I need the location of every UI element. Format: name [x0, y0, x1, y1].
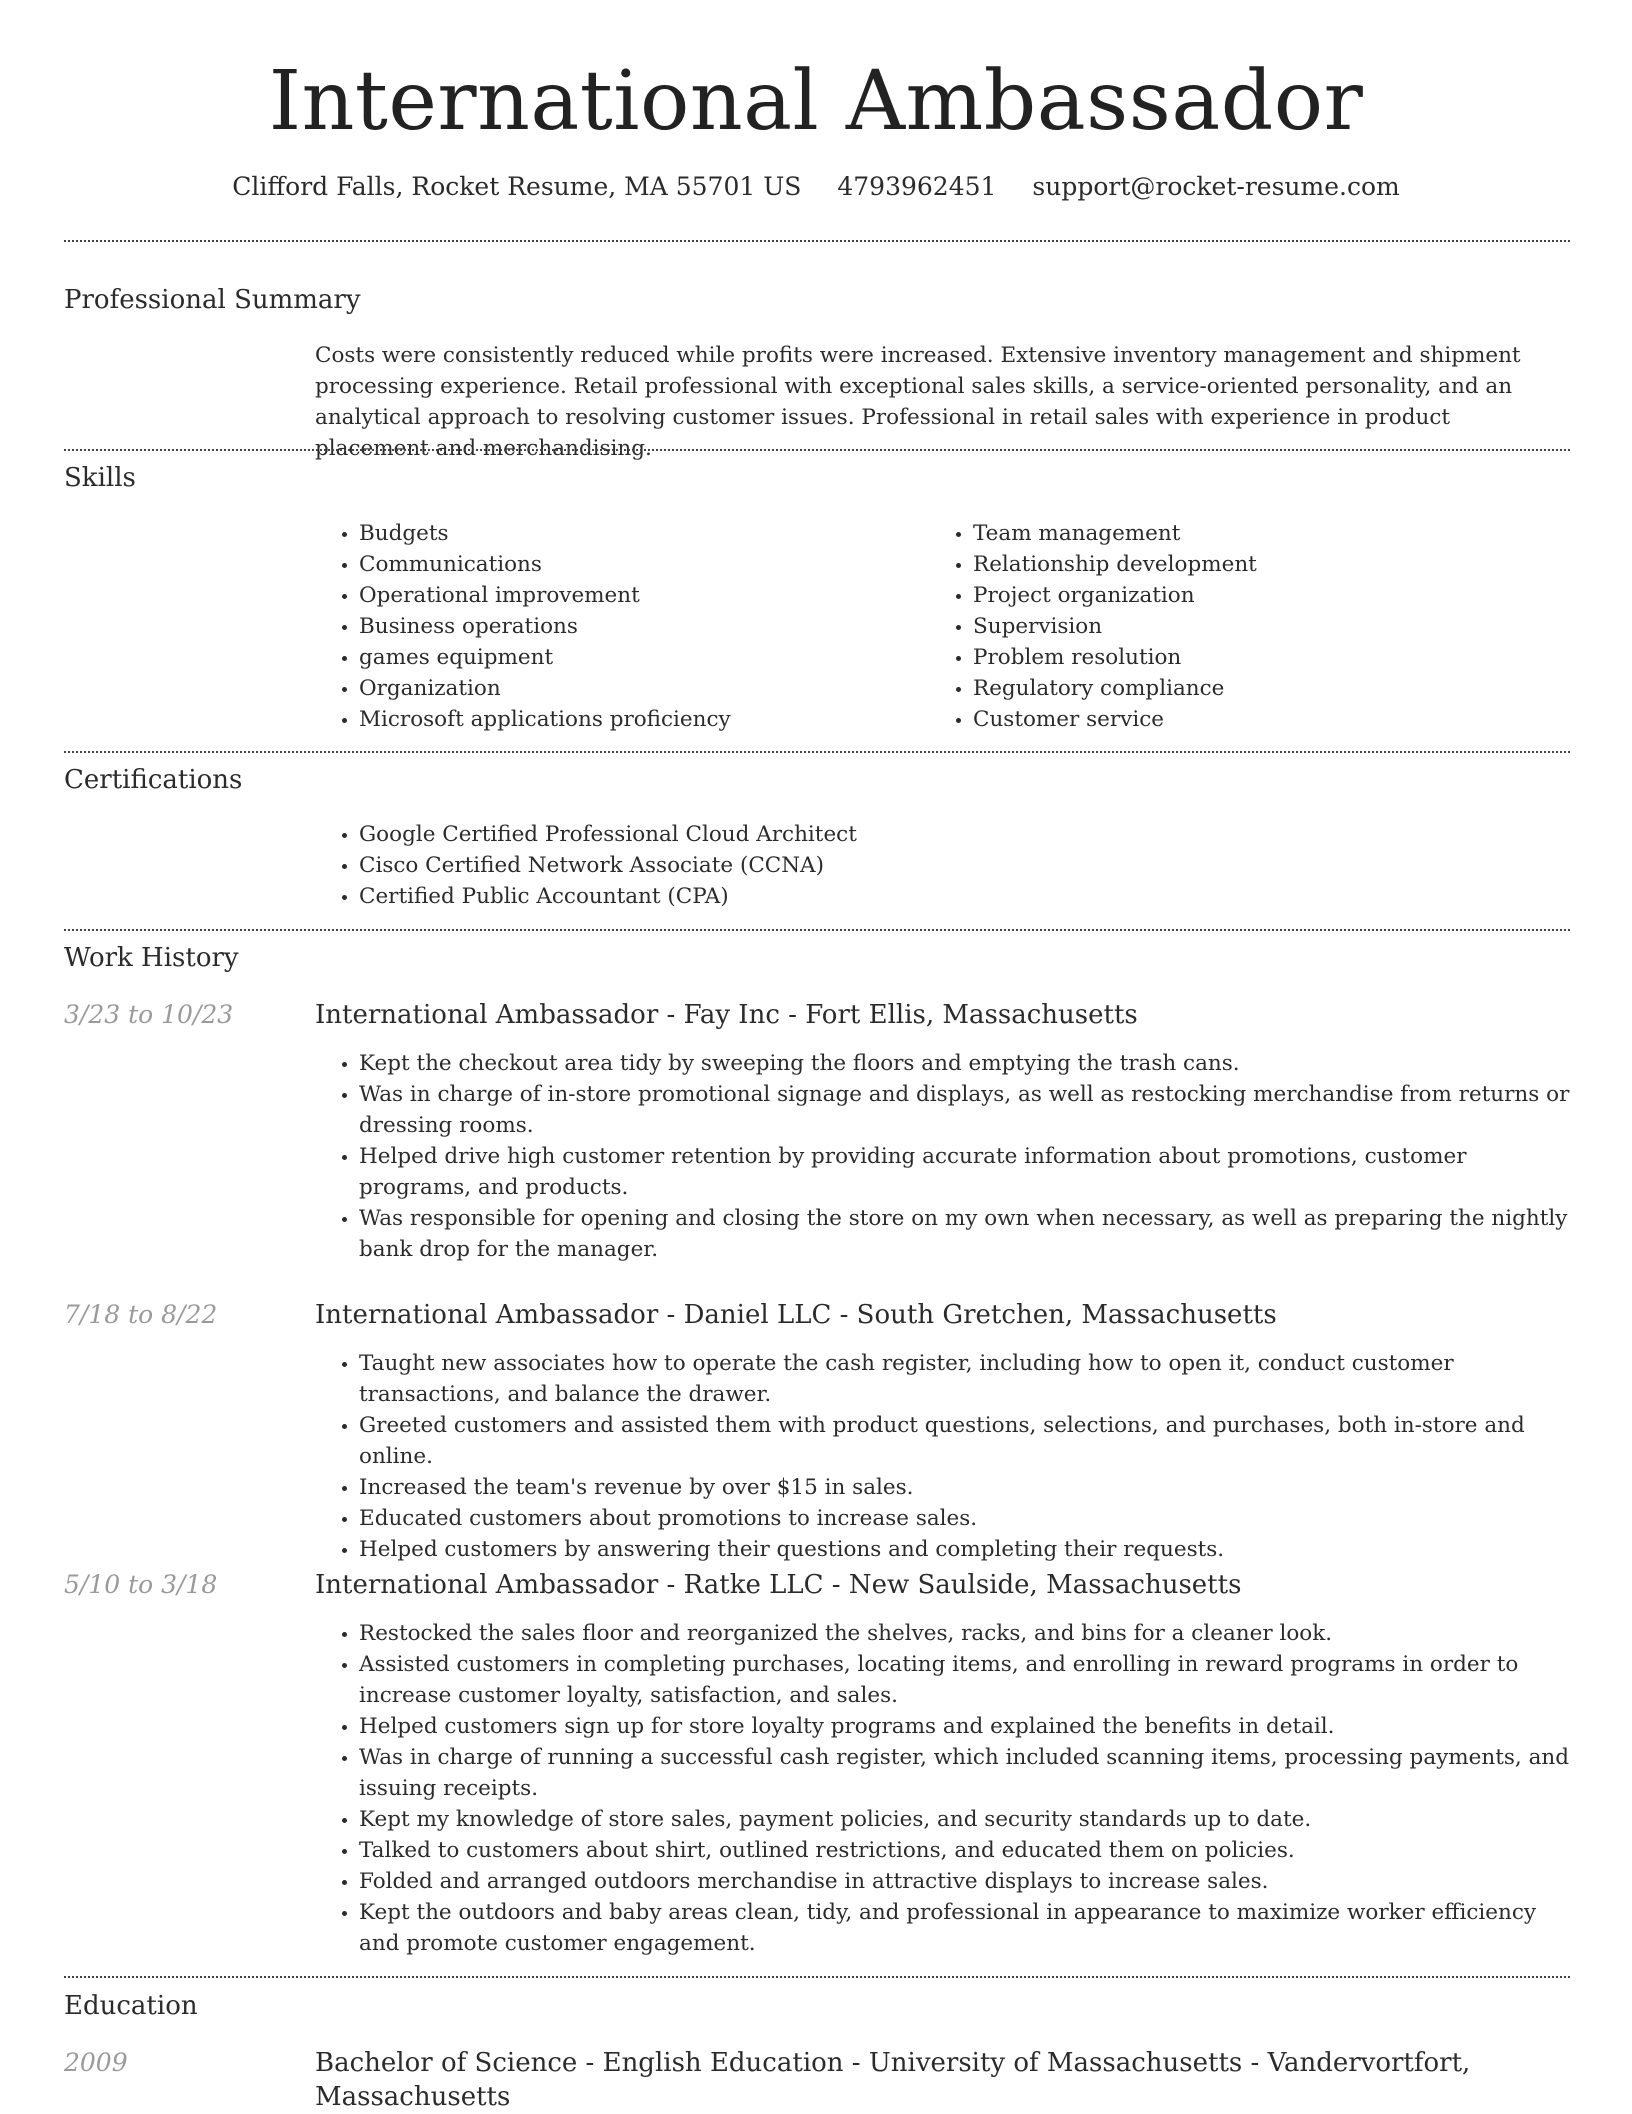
job-bullet: • Helped customers by answering their questions and completing their requests. [359, 1534, 1570, 1565]
section-divider [64, 240, 1570, 242]
certification-item: • Certified Public Accountant (CPA) [359, 881, 1570, 912]
job-bullet: • Helped drive high customer retention by providing accurate information about promotions, customer programs, and products. [359, 1141, 1570, 1203]
skill-item: • Problem resolution [973, 642, 1569, 673]
job-bullet: • Kept the checkout area tidy by sweeping the floors and emptying the trash cans. [359, 1048, 1570, 1079]
summary-heading: Professional Summary [64, 285, 361, 315]
section-divider [64, 1976, 1570, 1978]
job-bullet: • Greeted customers and assisted them with product questions, selections, and purchases, both in-store and online. [359, 1410, 1570, 1472]
summary-text: Costs were consistently reduced while profits were increased. Extensive inventory management and shipment processing experience. Retail professional with exceptional sales skills, a service-oriented personality, and an analytical approach to resolving customer issues. Professional in retail sales with experience in product placement and merchandising. [315, 343, 1521, 461]
resume-title: International Ambassador [268, 54, 1364, 149]
summary-body [315, 340, 1570, 464]
job-bullet: • Kept the outdoors and baby areas clean, tidy, and professional in appearance to maximize worker efficiency and promote customer engagement. [359, 1897, 1570, 1959]
skill-item: • Organization [359, 673, 915, 704]
job-bullets [315, 1048, 1570, 1265]
job-bullet: • Educated customers about promotions to increase sales. [359, 1503, 1570, 1534]
job-bullets [315, 1348, 1570, 1565]
job-bullet: • Talked to customers about shirt, outlined restrictions, and educated them on policies. [359, 1835, 1570, 1866]
contact-email: support@rocket-resume.com [1032, 172, 1400, 201]
certification-item: • Google Certified Professional Cloud Architect [359, 819, 1570, 850]
job-title: International Ambassador - Fay Inc - Fort Ellis, Massachusetts [315, 1000, 1138, 1030]
skill-item: • Business operations [359, 611, 915, 642]
job-bullet: • Folded and arranged outdoors merchandise in attractive displays to increase sales. [359, 1866, 1570, 1897]
job-title: International Ambassador - Ratke LLC - New Saulside, Massachusetts [315, 1570, 1242, 1600]
job-bullet: • Taught new associates how to operate the cash register, including how to open it, conduct customer transactions, and balance the drawer. [359, 1348, 1570, 1410]
skills-left-column [315, 518, 915, 735]
skill-item: • games equipment [359, 642, 915, 673]
job-bullet: • Was in charge of running a successful cash register, which included scanning items, processing payments, and issuing receipts. [359, 1742, 1570, 1804]
education-degree: Bachelor of Science - English Education - University of Massachusetts - Vandervortfort, Massachusetts [315, 2048, 1471, 2112]
skill-item: • Microsoft applications proficiency [359, 704, 915, 735]
section-divider [64, 929, 1570, 931]
certification-item: • Cisco Certified Network Associate (CCNA) [359, 850, 1570, 881]
job-bullet: • Was in charge of in-store promotional signage and displays, as well as restocking merchandise from returns or dressing rooms. [359, 1079, 1570, 1141]
job-dates: 3/23 to 10/23 [64, 1000, 234, 1029]
job-bullet: • Kept my knowledge of store sales, payment policies, and security standards up to date. [359, 1804, 1570, 1835]
job-bullets [315, 1618, 1570, 1959]
contact-phone: 4793962451 [837, 172, 997, 201]
skill-item: • Team management [973, 518, 1569, 549]
skill-item: • Project organization [973, 580, 1569, 611]
skill-item: • Customer service [973, 704, 1569, 735]
job-bullet: • Helped customers sign up for store loyalty programs and explained the benefits in detail. [359, 1711, 1570, 1742]
job-dates: 5/10 to 3/18 [64, 1570, 218, 1599]
work-history-heading: Work History [64, 943, 239, 973]
job-bullet: • Restocked the sales floor and reorganized the shelves, racks, and bins for a cleaner look. [359, 1618, 1570, 1649]
skills-right-column [929, 518, 1569, 735]
skill-item: • Relationship development [973, 549, 1569, 580]
job-bullet: • Assisted customers in completing purchases, locating items, and enrolling in reward programs in order to increase customer loyalty, satisfaction, and sales. [359, 1649, 1570, 1711]
education-heading: Education [64, 1991, 198, 2021]
skill-item: • Budgets [359, 518, 915, 549]
skill-item: • Operational improvement [359, 580, 915, 611]
job-dates: 7/18 to 8/22 [64, 1300, 218, 1329]
section-divider [64, 449, 1570, 451]
certifications-list [315, 819, 1570, 912]
job-bullet: • Increased the team's revenue by over $15 in sales. [359, 1472, 1570, 1503]
section-divider [64, 751, 1570, 753]
job-bullet: • Was responsible for opening and closing the store on my own when necessary, as well as preparing the nightly bank drop for the manager. [359, 1203, 1570, 1265]
contact-address: Clifford Falls, Rocket Resume, MA 55701 US [232, 172, 802, 201]
job-title: International Ambassador - Daniel LLC - South Gretchen, Massachusetts [315, 1300, 1277, 1330]
skills-heading: Skills [64, 463, 136, 493]
skill-item: • Communications [359, 549, 915, 580]
education-year: 2009 [64, 2048, 128, 2077]
certifications-heading: Certifications [64, 765, 243, 795]
skill-item: • Regulatory compliance [973, 673, 1569, 704]
skill-item: • Supervision [973, 611, 1569, 642]
contact-line [0, 170, 1632, 204]
